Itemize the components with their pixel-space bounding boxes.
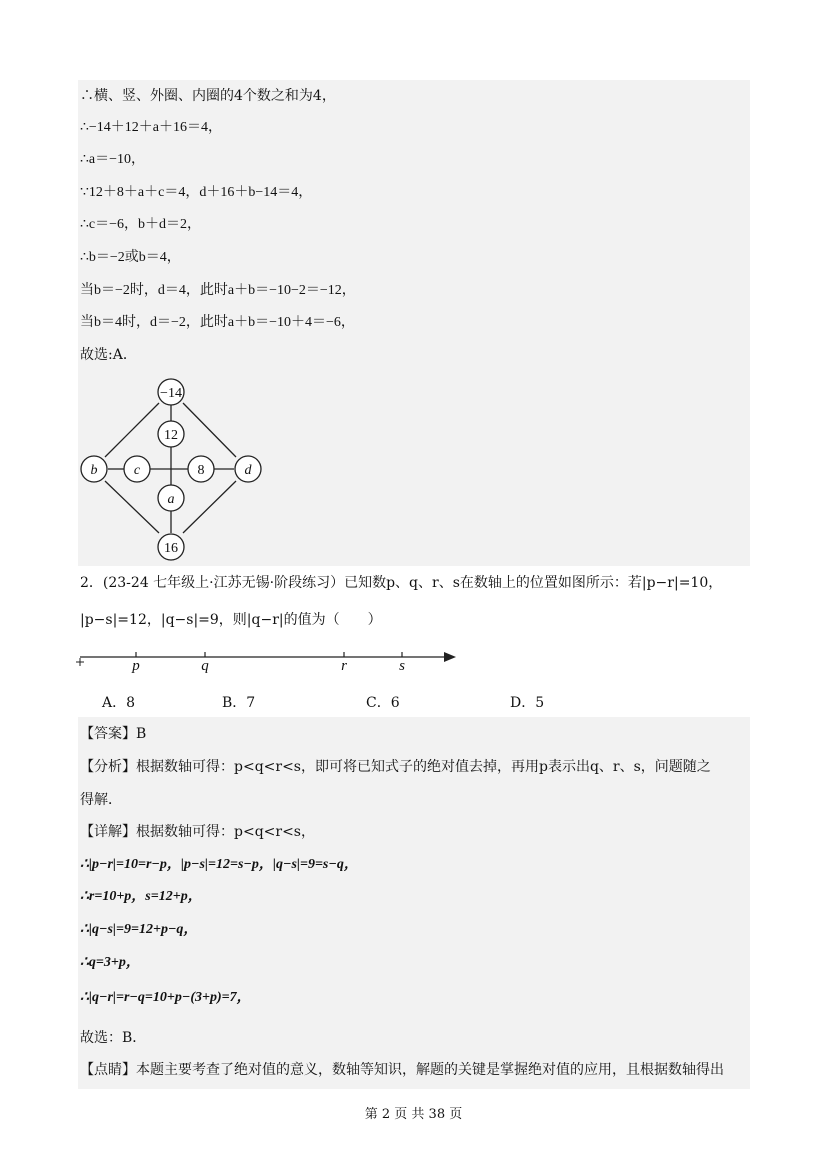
node-right-label: d (244, 463, 252, 478)
detail-line-7: 故选：B． (80, 1030, 147, 1046)
node-top-label: −14 (160, 386, 182, 401)
solution-line-8: 当b＝4时，d＝−2，此时a＋b＝−10＋4＝−6， (80, 315, 355, 330)
label-p: p (132, 658, 140, 674)
option-c[interactable]: C．6 (366, 695, 400, 711)
solution-line-9: 故选:A． (80, 347, 137, 363)
option-d[interactable]: D．5 (510, 695, 545, 711)
analysis-line-1: 【分析】根据数轴可得：p<q<r<s，即可将已知式子的绝对值去掉，再用p表示出q、r、s，问题随之 (80, 759, 711, 775)
number-line (76, 642, 460, 676)
node-bottom-label: 16 (164, 541, 178, 556)
option-a[interactable]: A．8 (102, 695, 136, 711)
label-r: r (341, 658, 347, 674)
solution-line-1: ∴横、竖、外圈、内圈的4个数之和为4， (80, 88, 336, 104)
solution-line-6: ∴b＝−2或b＝4， (80, 250, 181, 265)
node-inner-left-label: c (133, 463, 141, 478)
solution-line-5: ∴c＝−6，b＋d＝2， (80, 217, 202, 232)
question2-line-1: 2．(23-24 七年级上·江苏无锡·阶段练习）已知数p、q、r、s在数轴上的位置如图所示：若|p−r|=10， (80, 575, 723, 591)
node-inner-right-label: 8 (197, 463, 205, 478)
detail-line-2: ∴|p−r|=10=r−p，|p−s|=12=s−p，|q−s|=9=s−q， (80, 857, 358, 872)
detail-line-5: ∴q=3+p， (80, 955, 140, 970)
label-q: q (201, 658, 209, 674)
number-diagram (76, 375, 268, 565)
answer-line: 【答案】B (80, 726, 147, 742)
detail-line-6: ∴|q−r|=r−q=10+p−(3+p)=7， (80, 990, 251, 1005)
node-inner-bottom-label: a (167, 492, 175, 507)
solution-line-2: ∴−14＋12＋a＋16＝4， (80, 120, 223, 135)
detail-line-1: 【详解】根据数轴可得：p<q<r<s， (80, 824, 315, 840)
comment-line: 【点睛】本题主要考查了绝对值的意义，数轴等知识，解题的关键是掌握绝对值的应用，且根据数轴得出 (80, 1062, 724, 1078)
solution-line-4: ∵12＋8＋a＋c＝4，d＋16＋b−14＝4， (80, 185, 313, 200)
question2-line-2: |p−s|=12，|q−s|=9，则|q−r|的值为（ ） (80, 612, 382, 628)
solution-line-7: 当b＝−2时，d＝4，此时a＋b＝−10−2＝−12， (80, 283, 356, 298)
node-inner-top-label: 12 (164, 428, 178, 443)
page-footer: 第 2 页 共 38 页 (364, 1107, 463, 1122)
option-b[interactable]: B．7 (222, 695, 256, 711)
solution-line-3: ∴a＝−10， (80, 152, 146, 167)
label-s: s (399, 658, 405, 674)
detail-line-4: ∴|q−s|=9=12+p−q， (80, 922, 198, 937)
detail-line-3: ∴r=10+p，s=12+p， (80, 889, 202, 904)
analysis-line-2: 得解． (80, 792, 122, 808)
node-left-label: b (90, 463, 98, 478)
